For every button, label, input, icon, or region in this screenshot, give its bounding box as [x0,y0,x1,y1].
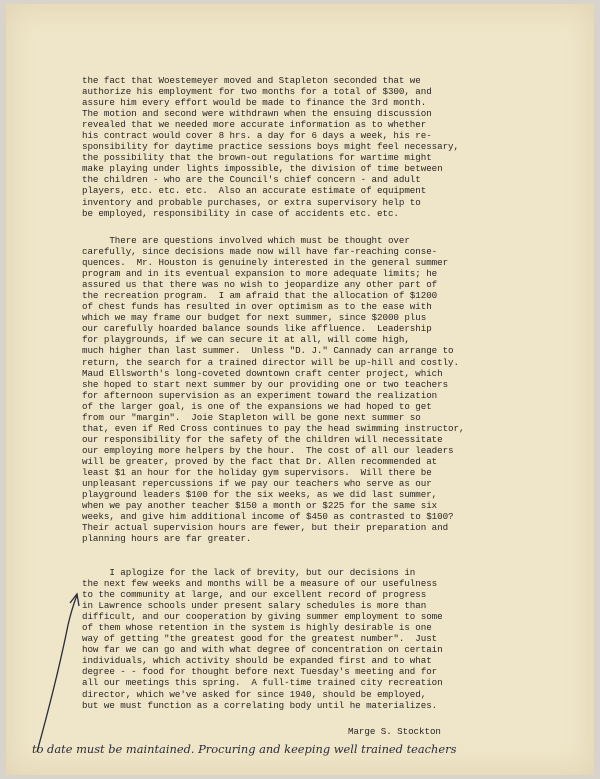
text-line: the fact that Woestemeyer moved and Stapleton seconded that we [82,75,421,86]
text-line: There are questions involved which must be thought over [82,235,410,246]
text-line: the recreation program. I am afraid that the allocation of $1200 [82,290,438,302]
text-line: weeks, and give him additional income of $450 as contrasted to $100? [82,511,454,523]
text-line: authorize his employment for two months for a total of $300, and [82,86,432,98]
text-line: make playing under lights impossible, the division of time between [82,163,443,175]
text-line: sponsibility for daytime practice sessions boys might feel necessary, [82,141,459,153]
text-line: unpleasant repercussions if we pay our teachers who serve as our [82,478,432,490]
text-line: our carefully hoarded balance sounds like affluence. Leadership [82,323,432,335]
text-line: of chest funds has resulted in over optimism as to the ease with [82,301,432,313]
handwritten-note: to date must be maintained. Procuring and keeping well trained teachers [32,742,457,756]
text-line: how far we can go and with what degree of concentration on certain [82,644,443,656]
text-line: the possibility that the brown-out regulations for wartime might [82,152,432,164]
text-line: from our "margin". Joie Stapleton will be gone next summer so [82,411,421,423]
text-line: individuals, which activity should be expanded first and to what [82,655,432,667]
text-line: Their actual supervision hours are fewer, but their preparation and [82,522,449,534]
text-line: The motion and second were withdrawn when the ensuing discussion [82,108,432,120]
text-line: when we pay another teacher $150 a month or $225 for the same six [82,500,438,512]
text-line: all our meetings this spring. A full-time trained city recreation [82,677,443,689]
text-line: assured us that there was no wish to jeopardize any other part of [82,279,438,291]
text-line: be employed, responsibility in case of accidents etc. etc. [82,207,399,219]
text-line: the children - who are the Council's chief concern - and adult [82,174,421,186]
text-line: to the community at large, and our excellent record of progress [82,589,427,601]
text-line: degree - - food for thought before next Tuesday's meeting and for [82,666,438,678]
text-line: program and in its eventual expansion to more adequate limits; he [82,268,438,280]
text-line: inventory and probable purchases, or extra supervisory help to [82,196,421,208]
text-line: players, etc. etc. etc. Also an accurate estimate of equipment [82,185,427,197]
text-line: his contract would cover 8 hrs. a day for 6 days a week, his re- [82,130,432,142]
text-line: quences. Mr. Houston is genuinely interested in the general summer [82,257,449,269]
text-line: return, the search for a trained director will be up-hill and costly. [82,356,459,368]
text-line: much higher than last summer. Unless "D. J." Cannady can arrange to [82,345,454,357]
text-line: she hoped to start next summer by our providing one or two teachers [82,378,449,390]
text-line: carefully, since decisions made now will have far-reaching conse- [82,246,438,258]
text-line: Maud Ellsworth's long-coveted downtown craft center project, which [82,367,443,379]
text-line: will be greater, proved by the fact that Dr. Allen recommended at [82,455,438,467]
text-line: director, which we've asked for since 1940, should be employed, [82,688,427,700]
text-line: way of getting "the greatest good for the greatest number". Just [82,633,438,645]
text-line: least $1 an hour for the holiday gym supervisors. Will there be [82,466,432,478]
text-line: in Lawrence schools under present salary schedules is more than [82,600,427,612]
signature-line: Marge S. Stockton [348,726,441,737]
text-line: planning hours are far greater. [82,533,252,545]
text-line: our responsibility for the safety of the children will necessitate [82,433,443,445]
text-line: difficult, and our cooperation by giving summer employment to some [82,611,443,623]
text-line: revealed that we needed more accurate information as to whether [82,119,427,131]
text-line: which we may frame our budget for next summer, since $2000 plus [82,312,427,324]
text-line: that, even if Red Cross continues to pay the head swimming instructor, [82,422,465,434]
text-line: for playgrounds, if we can secure it at all, will come high, [82,334,410,346]
text-line: of them whose retention in the system is highly desirable is one [82,622,432,634]
text-line: but we must function as a correlating body until he materializes. [82,699,438,711]
text-line: assure him every effort would be made to finance the 3rd month. [82,97,427,109]
text-line: our employing more helpers by the hour. The cost of all our leaders [82,444,454,456]
text-line: playground leaders $100 for the six weeks, as we did last summer, [82,489,438,501]
text-line: the next few weeks and months will be a measure of our usefulness [82,578,438,590]
text-line: of the larger goal, is one of the expansions we had hoped to get [82,400,432,412]
text-line: I aplogize for the lack of brevity, but our decisions in [82,567,416,578]
text-line: for afternoon supervision as an experiment toward the realization [82,389,438,401]
